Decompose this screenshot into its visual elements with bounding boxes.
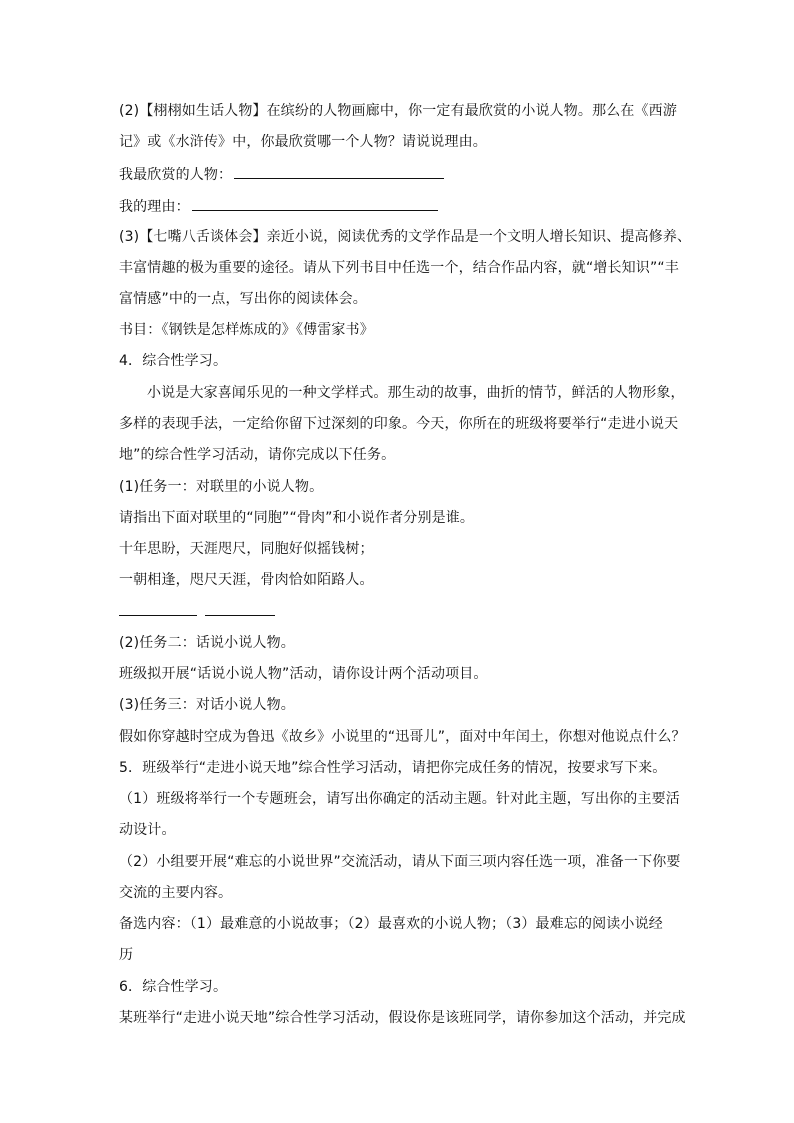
section-5-q1-line-2: 动设计。 xyxy=(119,822,176,838)
section-5-options-1: 备选内容：（1）最难意的小说故事；（2）最喜欢的小说人物；（3）最难忘的阅读小说经 xyxy=(119,916,663,932)
task-3-question: 假如你穿越时空成为鲁迅《故乡》小说里的“迅哥儿”，面对中年闰土，你想对他说点什么？ xyxy=(119,729,686,745)
task-2-question: 班级拟开展“话说小说人物”活动，请你设计两个活动项目。 xyxy=(119,666,488,682)
task-1-title: (1)任务一：对联里的小说人物。 xyxy=(119,479,324,495)
section-5-q1-line-1: （1）班级将举行一个专题班会，请写出你确定的活动主题。针对此主题，写出你的主要活 xyxy=(119,791,680,807)
q2-line-1: (2)【栩栩如生话人物】在缤纷的人物画廊中，你一定有最欣赏的小说人物。那么在《西游 xyxy=(119,103,677,119)
section-5-q2-line-2: 交流的主要内容。 xyxy=(119,885,233,901)
section-6-line-1: 某班举行“走进小说天地”综合性学习活动，假设你是该班同学，请你参加这个活动，并完成 xyxy=(119,1010,686,1026)
section-4-intro-2: 多样的表现手法，一定给你留下过深刻的印象。今天，你所在的班级将要举行“走进小说天 xyxy=(119,416,679,432)
favorite-character-row xyxy=(119,163,444,185)
section-5-q2-line-1: （2）小组要开展“难忘的小说世界”交流活动，请从下面三项内容任选一项，准备一下你要 xyxy=(119,854,681,870)
section-5-options-2: 历 xyxy=(119,947,134,963)
task-2-title: (2)任务二：话说小说人物。 xyxy=(119,635,295,651)
task-3-title: (3)任务三：对话小说人物。 xyxy=(119,697,295,713)
reason-row xyxy=(119,195,438,217)
section-6-heading: 6．综合性学习。 xyxy=(119,979,228,995)
q2-line-2: 记》或《水浒传》中，你最欣赏哪一个人物？请说说理由。 xyxy=(119,134,487,150)
q3-line-2: 丰富情趣的极为重要的途径。请从下列书目中任选一个，结合作品内容，就“增长知识”“丰 xyxy=(119,260,679,276)
q3-line-3: 富情感”中的一点，写出你的阅读体会。 xyxy=(119,291,367,307)
favorite-character-blank[interactable] xyxy=(234,163,444,179)
section-4-intro-3: 地”的综合性学习活动，请你完成以下任务。 xyxy=(119,447,396,463)
section-5-heading: 5．班级举行“走进小说天地”综合性学习活动，请把你完成任务的情况，按要求写下来。 xyxy=(119,760,667,776)
answer-blank-1[interactable] xyxy=(119,615,197,616)
reason-label: 我的理由： xyxy=(119,199,190,215)
q3-line-1: (3)【七嘴八舌谈体会】亲近小说，阅读优秀的文学作品是一个文明人增长知识、提高修养、 xyxy=(119,229,692,245)
q3-book-list: 书目：《钢铁是怎样炼成的》《傅雷家书》 xyxy=(119,322,374,338)
answer-blank-2[interactable] xyxy=(205,615,275,616)
favorite-character-label: 我最欣赏的人物： xyxy=(119,167,233,183)
task-1-question: 请指出下面对联里的“同胞”“骨肉”和小说作者分别是谁。 xyxy=(119,510,475,526)
couplet-line-1: 十年思盼，天涯咫尺，同胞好似摇钱树； xyxy=(119,541,374,557)
reason-blank[interactable] xyxy=(192,195,438,211)
section-4-heading: 4．综合性学习。 xyxy=(119,353,228,369)
section-4-intro-1: 小说是大家喜闻乐见的一种文学样式。那生动的故事，曲折的情节，鲜活的人物形象， xyxy=(147,385,685,401)
couplet-line-2: 一朝相逢，咫尺天涯，骨肉恰如陌路人。 xyxy=(119,572,374,588)
